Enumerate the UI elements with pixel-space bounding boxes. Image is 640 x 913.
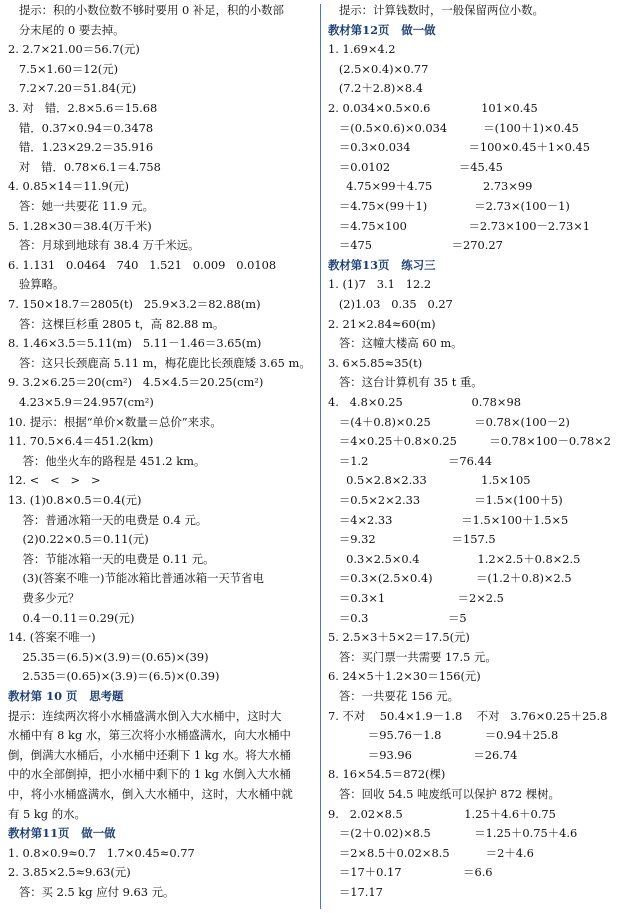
answer-line: ＝93.96 ＝26.74	[328, 747, 518, 762]
answer-line: 错．1.23×29.2＝35.916	[8, 140, 154, 155]
answer-line: 5. 1.28×30＝38.4(万千米)	[8, 218, 152, 233]
answer-line: (7.2＋2.8)×8.4	[328, 81, 424, 96]
answer-line: ＝4.75×(99＋1) ＝2.73×(100－1)	[328, 199, 570, 213]
answer-line: 12. < < > >	[8, 473, 101, 488]
answer-line: (3)(答案不唯一)节能冰箱比普通冰箱一天节省电	[8, 571, 264, 586]
answer-line: 8. 1.46×3.5＝5.11(m) 5.11－1.46＝3.65(m)	[8, 336, 262, 351]
answer-line: 错．0.37×0.94＝0.3478	[8, 120, 154, 135]
section-heading: 教材第 10 页 思考题	[8, 689, 124, 703]
answer-line: 2. 0.034×0.5×0.6 101×0.45	[328, 101, 538, 115]
answer-line: (2)1.03 0.35 0.27	[328, 297, 453, 311]
answer-line: ＝0.0102 ＝45.45	[328, 159, 503, 174]
answer-line: 25.35＝(6.5)×(3.9)＝(0.65)×(39)	[8, 649, 209, 664]
answer-line: 答：他坐火车的路程是 451.2 km。	[8, 453, 206, 468]
section-heading: 教材第12页 做一做	[328, 22, 436, 37]
answer-line: 分末尾的 0 要去掉。	[8, 22, 125, 37]
answer-line: 4.23×5.9＝24.957(cm²)	[8, 395, 154, 409]
answer-line: ＝(4＋0.8)×0.25 ＝0.78×(100－2)	[328, 414, 570, 429]
answer-line: 答：普通冰箱一天的电费是 0.4 元。	[8, 512, 208, 527]
answer-line: 费多少元？	[8, 591, 80, 605]
answer-line: ＝475 ＝270.27	[328, 238, 503, 253]
section-heading: 教材第13页 练习三	[328, 257, 436, 272]
answer-line: ＝(2＋0.02)×8.5 ＝1.25＋0.75＋4.6	[328, 826, 578, 841]
answer-line: 7. 不对 50.4×1.9－1.8 不对 3.76×0.25＋25.8	[328, 708, 608, 723]
answer-line: 2.535＝(0.65)×(3.9)＝(6.5)×(0.39)	[8, 669, 220, 684]
answer-line: 答：这棵巨杉重 2805 t，高 82.88 m。	[8, 316, 225, 331]
answer-line: 7.5×1.60＝12(元)	[8, 61, 119, 76]
answer-line: 6. 1.131 0.0464 740 1.521 0.009 0.0108	[8, 257, 277, 272]
answer-line: ＝4×0.25＋0.8×0.25 ＝0.78×100－0.78×2	[328, 434, 611, 449]
answer-line: ＝0.3×0.034 ＝100×0.45＋1×0.45	[328, 140, 591, 155]
answer-line: 9. 2.02×8.5 1.25＋4.6＋0.75	[328, 806, 556, 821]
section-heading: 教材第11页 做一做	[8, 826, 116, 841]
answer-line: ＝1.2 ＝76.44	[328, 453, 493, 468]
answer-line: 7. 150×18.7＝2805(t) 25.9×3.2＝82.88(m)	[8, 297, 261, 311]
answer-line: 0.5×2.8×2.33 1.5×105	[328, 473, 531, 488]
answer-line: 4. 4.8×0.25 0.78×98	[328, 395, 521, 409]
answer-line: 1. (1)7 3.1 12.2	[328, 277, 432, 292]
answer-line: 答：回收 54.5 吨废纸可以保护 872 棵树。	[328, 787, 560, 801]
answer-line: 11. 70.5×6.4＝451.2(km)	[8, 434, 154, 449]
answer-line: 提示：连续两次将小水桶盛满水倒入大水桶中，这时大	[8, 708, 282, 723]
answer-line: ＝0.3 ＝5	[328, 610, 467, 625]
answer-line: 验算略。	[8, 277, 65, 292]
answer-line: 中，将小水桶盛满水，倒入大水桶中，这时，大水桶中就	[8, 787, 293, 801]
answer-line: 4. 0.85×14＝11.9(元)	[8, 179, 129, 194]
answer-line: ＝2×8.5＋0.02×8.5 ＝2＋4.6	[328, 845, 534, 860]
answer-line: 答：节能冰箱一天的电费是 0.11 元。	[8, 551, 215, 566]
column-divider	[320, 4, 321, 909]
answer-line: 6. 24×5＋1.2×30＝156(元)	[328, 669, 481, 684]
answer-line: 5. 2.5×3＋5×2＝17.5(元)	[328, 630, 470, 645]
answer-line: 水桶中有 8 kg 水，第三次将小水桶盛满水，向大水桶中	[8, 728, 291, 743]
answer-line: ＝95.76－1.8 ＝0.94＋25.8	[328, 728, 559, 743]
answer-line: 13. (1)0.8×0.5＝0.4(元)	[8, 493, 142, 507]
answer-line: ＝0.5×2×2.33 ＝1.5×(100＋5)	[328, 493, 563, 507]
answer-line: 2. 2.7×21.00＝56.7(元)	[8, 42, 140, 57]
answer-line: 中的水全部倒掉，把小水桶中剩下的 1 kg 水倒入大水桶	[8, 767, 291, 782]
answer-line: 9. 3.2×6.25＝20(cm²) 4.5×4.5＝20.25(cm²)	[8, 375, 264, 390]
answer-line: 答：买 2.5 kg 应付 9.63 元。	[8, 885, 175, 899]
answer-line: 2. 21×2.84≈60(m)	[328, 316, 436, 331]
answer-line: 10. 提示：根据“单价×数量＝总价”来求。	[8, 414, 222, 429]
answer-line: ＝4.75×100 ＝2.73×100－2.73×1	[328, 218, 591, 233]
answer-line: 8. 16×54.5＝872(棵)	[328, 767, 446, 782]
answer-line: 1. 1.69×4.2	[328, 42, 396, 57]
answer-line: ＝(0.5×0.6)×0.034 ＝(100＋1)×0.45	[328, 120, 579, 135]
answer-line: 7.2×7.20＝51.84(元)	[8, 81, 137, 96]
answer-line: 答：一共要花 156 元。	[328, 689, 459, 703]
answer-line: 答：这幢大楼高 60 m。	[328, 336, 463, 351]
answer-line: ＝0.3×1 ＝2×2.5	[328, 591, 504, 605]
answer-line: 答：买门票一共需要 17.5 元。	[328, 649, 497, 664]
answer-line: 答：她一共要花 11.9 元。	[8, 199, 154, 213]
answer-line: 14. (答案不唯一)	[8, 630, 96, 645]
answer-line: 倒，倒满大水桶后，小水桶中还剩下 1 kg 水。将大水桶	[8, 747, 291, 762]
answer-line: ＝17＋0.17 ＝6.6	[328, 865, 493, 880]
answer-line: (2.5×0.4)×0.77	[328, 61, 429, 76]
answer-line: 4.75×99＋4.75 2.73×99	[328, 179, 533, 194]
answer-line: 答：这只长颈鹿高 5.11 m，梅花鹿比长颈鹿矮 3.65 m。	[8, 355, 311, 370]
answer-line: 3. 6×5.85≈35(t)	[328, 355, 423, 370]
answer-line: 0.3×2.5×0.4 1.2×2.5＋0.8×2.5	[328, 551, 581, 566]
answer-line: 提示：计算钱数时，一般保留两位小数。	[328, 3, 544, 17]
answer-line: 有 5 kg 的水。	[8, 806, 86, 821]
answer-line: 1. 0.8×0.9≈0.7 1.7×0.45≈0.77	[8, 845, 195, 860]
answer-line: ＝4×2.33 ＝1.5×100＋1.5×5	[328, 512, 569, 527]
answer-line: ＝9.32 ＝157.5	[328, 532, 496, 547]
answer-line: 答：这台计算机有 35 t 重。	[328, 375, 483, 390]
answer-line: 3. 对 错．2.8×5.6＝15.68	[8, 101, 158, 115]
answer-line: 提示：积的小数位数不够时要用 0 补足，积的小数部	[8, 3, 284, 17]
answer-line: 2. 3.85×2.5≈9.63(元)	[8, 865, 131, 880]
answer-line: 0.4－0.11＝0.29(元)	[8, 610, 135, 625]
answer-line: 对 错．0.78×6.1＝4.758	[8, 159, 161, 174]
answer-line: 答：月球到地球有 38.4 万千米远。	[8, 238, 200, 253]
answer-line: ＝0.3×(2.5×0.4) ＝(1.2＋0.8)×2.5	[328, 571, 572, 586]
answer-line: ＝17.17	[328, 885, 383, 899]
answer-line: (2)0.22×0.5＝0.11(元)	[8, 532, 149, 547]
